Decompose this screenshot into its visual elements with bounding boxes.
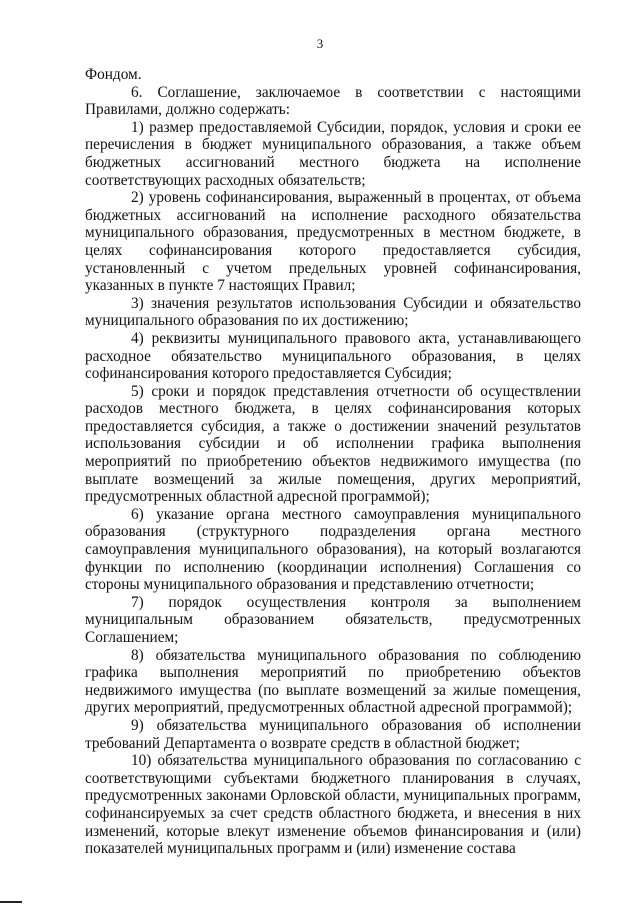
paragraph-item-10: 10) обязательства муниципального образования по согласованию с соответствующими субъектами бюджетного планирования в случаях, предусмотренных законами Орловской области, муниципальных программ, софинансируемых за счет средств областного бюджета, и внесения в них изменений, которые влекут изменение объемов финансирования и (или) показателей муниципальных программ и (или) изменение состава bbox=[85, 752, 581, 858]
scan-corner-mark bbox=[0, 901, 22, 903]
paragraph-item-6: 6) указание органа местного самоуправления муниципального образования (структурного подразделения органа местного самоуправления муниципального образования), на который возлагаются функции по исполнению (координации исполнения) Соглашения со стороны муниципального образования и представлению отчетности; bbox=[85, 505, 581, 594]
paragraph-item-7: 7) порядок осуществления контроля за выполнением муниципальным образованием обязательств, предусмотренных Соглашением; bbox=[85, 593, 581, 646]
paragraph-clause-6: 6. Соглашение, заключаемое в соответствии с настоящими Правилами, должно содержать: bbox=[85, 83, 581, 119]
paragraph-item-2: 2) уровень софинансирования, выраженный в процентах, от объема бюджетных ассигнований на исполнение расходного обязательства муниципального образования, предусмотренных в местном бюджете, в целях софинансирования которого предоставляется субсидия, установленный с учетом предельных уровней софинансирования, указанных в пункте 7 настоящих Правил; bbox=[85, 189, 581, 295]
paragraph-item-1: 1) размер предоставляемой Субсидии, порядок, условия и сроки ее перечисления в бюджет муниципального образования, а также объем бюджетных ассигнований местного бюджета на исполнение соответствующих расходных обязательств; bbox=[85, 118, 581, 189]
page-number: 3 bbox=[316, 36, 324, 51]
paragraph-continuation: Фондом. bbox=[85, 66, 142, 83]
paragraph-item-8: 8) обязательства муниципального образования по соблюдению графика выполнения мероприятий по приобретению объектов недвижимого имущества (по выплате возмещений за жилые помещения, других мероприятий, предусмотренных областной адресной программой); bbox=[85, 646, 581, 717]
paragraph-item-3: 3) значения результатов использования Субсидии и обязательство муниципального образования по их достижению; bbox=[85, 294, 581, 330]
document-body bbox=[85, 66, 581, 858]
paragraph-item-4: 4) реквизиты муниципального правового акта, устанавливающего расходное обязательство муниципального образования, в целях софинансирования которого предоставляется Субсидия; bbox=[85, 329, 581, 383]
paragraph-item-9: 9) обязательства муниципального образования об исполнении требований Департамента о возврате средств в областной бюджет; bbox=[85, 716, 581, 752]
paragraph-item-5: 5) сроки и порядок представления отчетности об осуществлении расходов местного бюджета, в целях софинансирования которых предоставляется субсидия, а также о достижении значений результатов использования субсидии и об исполнении графика выполнения мероприятий по приобретению объектов недвижимого имущества (по выплате возмещений за жилые помещения, других мероприятий, предусмотренных областной адресной программой); bbox=[85, 382, 581, 506]
